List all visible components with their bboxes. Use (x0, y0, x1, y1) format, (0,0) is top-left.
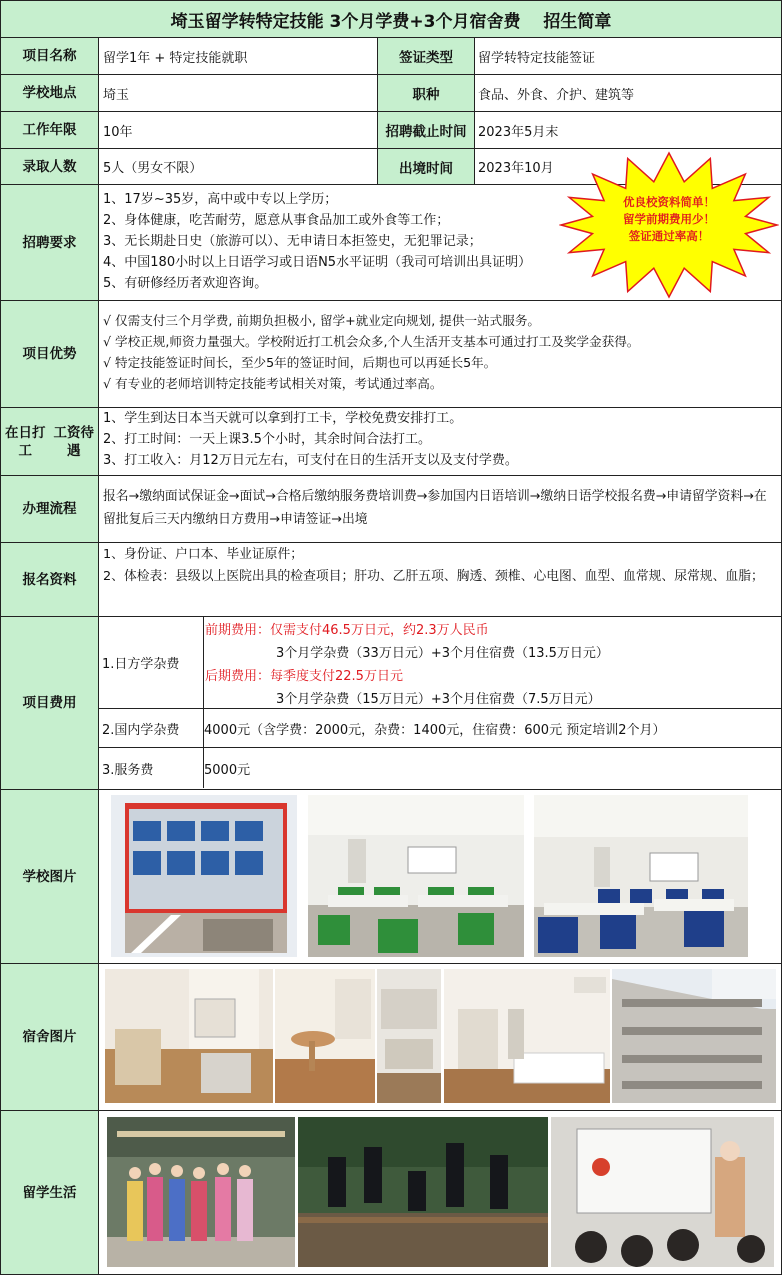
departure-label: 出境时间 (377, 149, 475, 184)
fee-row-service (99, 748, 781, 788)
deadline-label: 招聘截止时间 (377, 112, 475, 148)
fee-row-domestic (99, 709, 781, 748)
work-years-label: 工作年限 (1, 112, 99, 148)
process-label: 办理流程 (1, 476, 99, 542)
list-item: √ 特定技能签证时间长，至少5年的签证时间，后期也可以再延长5年。 (103, 355, 497, 370)
promo-line: 签证通过率高！ (628, 229, 710, 243)
deadline-value: 2023年5月末 (478, 124, 559, 140)
list-item: √ 仅需支付三个月学费, 前期负担极小, 留学+就业定向规划, 提供一站式服务。 (103, 313, 541, 328)
row-life-photos (1, 1111, 781, 1274)
fee-early-label: 前期费用：仅需支付46.5万日元，约2.3万人民币 (205, 623, 489, 638)
enroll-value: 5人（男女不限） (103, 161, 203, 176)
list-item: 1、学生到达日本当天就可以拿到打工卡，学校免费安排打工。 (103, 411, 463, 426)
row-fees (1, 617, 781, 790)
list-item: √ 学校正规,师资力量强大。学校附近打工机会众多,个人生活开支基本可通过打工及奖学金获得。 (103, 334, 640, 349)
requirements-label: 招聘要求 (1, 185, 99, 300)
row-dorm-photos (1, 964, 781, 1111)
classroom-teacher-photo (551, 1117, 774, 1267)
location-value: 埼玉 (103, 87, 130, 103)
list-item: √ 有专业的老师培训特定技能考试相关对策，考试通过率高。 (103, 376, 443, 391)
row-documents (1, 543, 781, 617)
list-item: 3、无长期赴日史（旅游可以）、无申请日本拒签史，无犯罪记录； (103, 234, 482, 249)
row-advantages (1, 301, 781, 408)
classroom-photo-1 (308, 795, 524, 957)
fee-japan-details (201, 617, 781, 708)
parttime-label-line1: 在日打工 (5, 424, 46, 459)
list-item: 5、有研修经历者欢迎咨询。 (103, 276, 268, 291)
promo-line: 留学前期费用少！ (623, 212, 715, 226)
advantages-label: 项目优势 (1, 301, 99, 407)
documents-label: 报名资料 (1, 543, 99, 616)
row-school-photos (1, 790, 781, 964)
list-item: 4、中国180小时以上日语学习或日语N5水平证明（我司可培训出具证明） (103, 255, 532, 270)
school-photos-label: 学校图片 (1, 790, 99, 963)
job-label: 职种 (377, 75, 475, 111)
promo-badge-text (559, 194, 779, 245)
list-item: 1、身份证、户口本、毕业证原件； (103, 547, 304, 562)
dorm-room-photo-2 (377, 969, 441, 1103)
dorm-kitchen-photo (105, 969, 273, 1103)
list-item: 2、体检表：县级以上医院出具的检查项目；肝功、乙肝五项、胸透、颈椎、心电图、血型、血常规、尿常规、血脂； (103, 569, 764, 584)
parttime-label-line2: 工资待遇 (53, 424, 94, 459)
fee-early-detail: 3个月学杂费（33万日元）+3个月住宿费（13.5万日元） (276, 646, 609, 661)
life-photos-label: 留学生活 (1, 1111, 99, 1274)
classroom-photo-2 (534, 795, 748, 957)
fee-later-detail: 3个月学杂费（15万日元）+3个月住宿费（7.5万日元） (276, 692, 601, 707)
list-item: 2、打工时间：一天上课3.5个小时，其余时间合法打工。 (103, 432, 431, 447)
fee-japan-name: 1.日方学杂费 (99, 617, 204, 708)
advantages-list (99, 301, 781, 407)
parttime-label (1, 408, 99, 475)
list-item: 3、打工收入：月12万日元左右，可支付在日的生活开支以及支付学费。 (103, 453, 518, 468)
row-project-name (1, 38, 781, 75)
documents-list (99, 543, 781, 616)
page-title: 埼玉留学转特定技能 3个月学费+3个月宿舍费 招生简章 (1, 1, 781, 38)
parttime-list (99, 408, 781, 475)
row-work-years (1, 112, 781, 149)
promo-line: 优良校资料简单！ (623, 195, 715, 209)
list-item: 2、身体健康，吃苦耐劳，愿意从事食品加工或外食等工作； (103, 213, 450, 228)
row-location (1, 75, 781, 112)
fee-domestic-name: 2.国内学杂费 (99, 709, 204, 747)
dorm-room-photo-1 (275, 969, 375, 1103)
fee-service-value: 5000元 (204, 762, 251, 778)
fee-row-japan (99, 617, 781, 709)
dorm-photos-label: 宿舍图片 (1, 964, 99, 1110)
visa-type-value: 留学转特定技能签证 (478, 50, 596, 66)
list-item: 1、17岁~35岁，高中或中专以上学历； (103, 192, 338, 207)
project-name-label: 项目名称 (1, 38, 99, 74)
job-value: 食品、外食、介护、建筑等 (478, 87, 635, 103)
departure-value: 2023年10月 (478, 161, 554, 176)
school-building-photo (111, 795, 297, 957)
project-name-value: 留学1年 + 特定技能就职 (103, 50, 248, 66)
kimono-students-photo (107, 1117, 295, 1267)
fee-service-name: 3.服务费 (99, 748, 204, 788)
fees-label: 项目费用 (1, 617, 99, 789)
location-label: 学校地点 (1, 75, 99, 111)
row-parttime (1, 408, 781, 476)
row-process (1, 476, 781, 543)
dorm-building-photo (612, 969, 776, 1103)
visa-type-label: 签证类型 (377, 38, 475, 74)
fee-later-label: 后期费用：每季度支付22.5万日元 (205, 669, 403, 684)
dorm-bedroom-photo (444, 969, 610, 1103)
fees-table (99, 617, 781, 789)
ninja-photo (298, 1117, 548, 1267)
process-text: 报名→缴纳面试保证金→面试→合格后缴纳服务费培训费→参加国内日语培训→缴纳日语学校报名费→申请留学资料→在留批复后三天内缴纳日方费用→申请签证→出境 (103, 489, 767, 527)
enroll-label: 录取人数 (1, 149, 99, 184)
work-years-value: 10年 (103, 124, 133, 140)
fee-domestic-value: 4000元（含学费：2000元，杂费：1400元，住宿费：600元 预定培训2个月） (204, 722, 666, 738)
